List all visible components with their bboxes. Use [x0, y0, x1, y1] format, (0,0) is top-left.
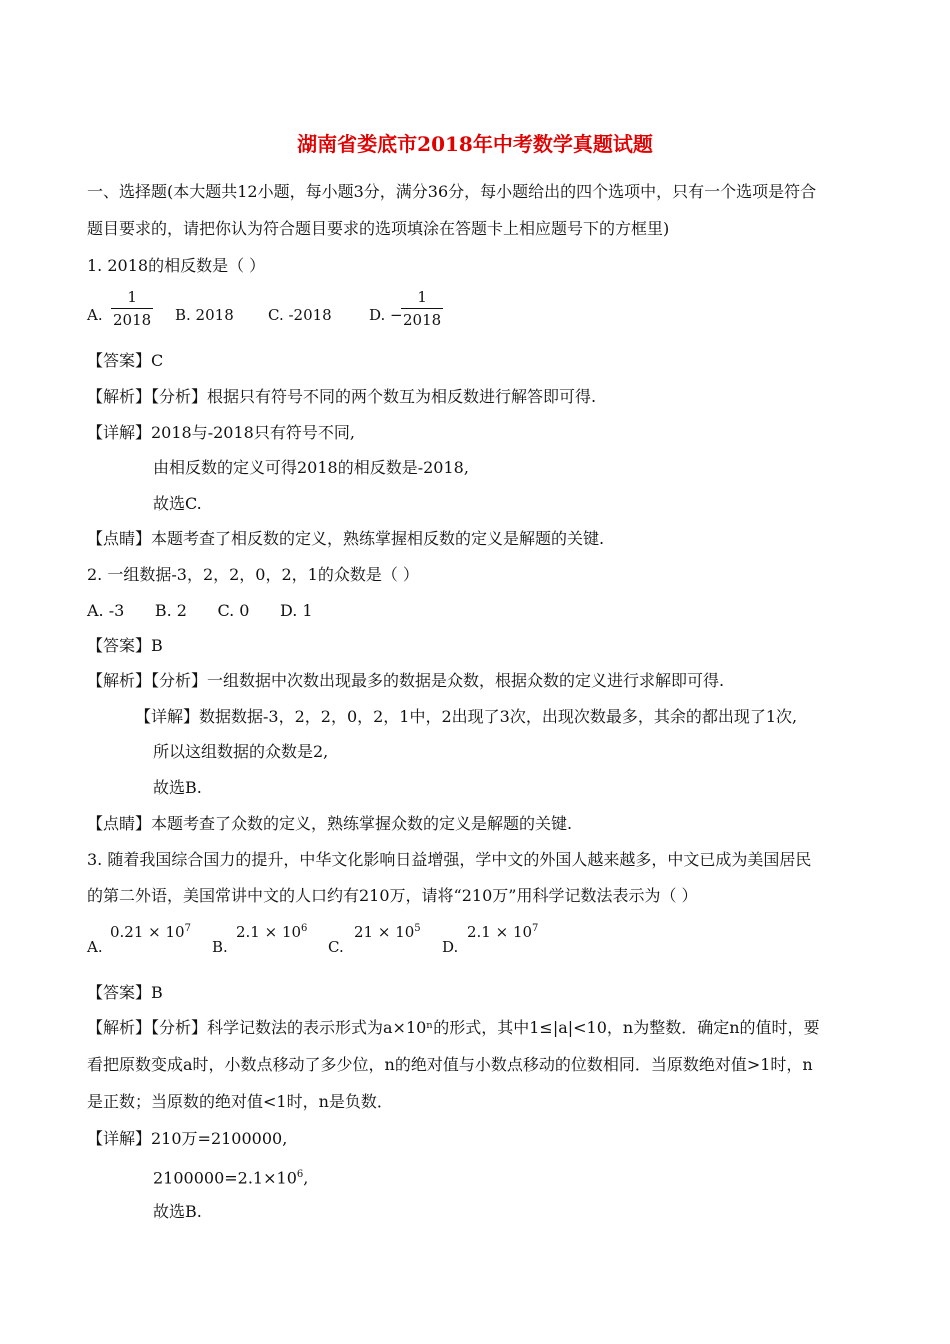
q1-option-b: B. 2018 — [175, 306, 234, 324]
q3-detail-2-tail: , — [303, 1168, 309, 1188]
q1-detail-1: 【详解】2018与-2018只有符号不同, — [87, 423, 355, 442]
q1-option-d-numerator: 1 — [417, 288, 427, 306]
q1-stem: 1. 2018的相反数是（ ） — [87, 256, 266, 275]
q3-detail-2-exponent: 6 — [296, 1169, 304, 1180]
q2-answer: 【答案】B — [87, 636, 163, 655]
q3-option-c-exponent: 5 — [414, 923, 421, 934]
q3-option-d-base: 2.1 × 10 — [467, 923, 533, 941]
q3-option-a-exponent: 7 — [184, 923, 191, 934]
q3-detail-1: 【详解】210万=2100000, — [87, 1129, 288, 1148]
q1-option-c: C. -2018 — [268, 306, 332, 324]
q1-comment: 【点睛】本题考查了相反数的定义，熟练掌握相反数的定义是解题的关键. — [87, 529, 605, 548]
q2-stem: 2. 一组数据-3，2，2，0，2，1的众数是（ ） — [87, 565, 419, 584]
q3-option-d-label: D. — [442, 938, 459, 956]
q3-option-d-exponent: 7 — [532, 923, 539, 934]
q3-option-c-label: C. — [328, 938, 344, 956]
q3-analysis-line3: 是正数；当原数的绝对值<1时，n是负数． — [87, 1092, 393, 1111]
q3-option-c-value — [354, 923, 421, 941]
q3-detail-2 — [153, 1165, 308, 1188]
q2-comment: 【点睛】本题考查了众数的定义，熟练掌握众数的定义是解题的关键. — [87, 814, 573, 833]
q3-option-d-value — [467, 923, 538, 941]
page-title: 湖南省娄底市2018年中考数学真题试题 — [297, 132, 653, 156]
q1-option-d-denominator: 2018 — [401, 308, 443, 329]
q3-analysis-line2: 看把原数变成a时，小数点移动了多少位，n的绝对值与小数点移动的位数相同．当原数绝对值>1时，n — [87, 1055, 813, 1074]
q3-option-a-label: A. — [87, 938, 103, 956]
q3-detail-2-base: 2100000=2.1×10 — [153, 1168, 297, 1188]
q3-option-b-base: 2.1 × 10 — [236, 923, 302, 941]
q1-option-a-numerator: 1 — [127, 288, 137, 306]
q1-analysis: 【解析】【分析】根据只有符号不同的两个数互为相反数进行解答即可得. — [87, 387, 597, 406]
q3-option-c-base: 21 × 10 — [354, 923, 415, 941]
q3-analysis-line1: 【解析】【分析】科学记数法的表示形式为a×10ⁿ的形式，其中1≤|a|<10，n为整数．确定n的值时，要 — [87, 1018, 820, 1037]
q1-option-a-fraction — [107, 288, 157, 329]
q2-detail-1: 【详解】数据数据-3，2，2，0，2，1中，2出现了3次，出现次数最多，其余的都出现了1次, — [135, 707, 798, 726]
q1-answer: 【答案】C — [87, 351, 164, 370]
q3-detail-3: 故选B. — [153, 1202, 202, 1221]
q3-option-a-base: 0.21 × 10 — [110, 923, 185, 941]
section-intro-line2: 题目要求的，请把你认为符合题目要求的选项填涂在答题卡上相应题号下的方框里) — [87, 219, 670, 238]
q3-option-b-label: B. — [212, 938, 228, 956]
q2-options: A. -3 B. 2 C. 0 D. 1 — [87, 601, 313, 620]
q2-detail-2: 所以这组数据的众数是2, — [153, 742, 329, 761]
q3-option-b-exponent: 6 — [301, 923, 308, 934]
q1-detail-3: 故选C. — [153, 494, 202, 513]
q2-detail-3: 故选B. — [153, 778, 202, 797]
q1-detail-2: 由相反数的定义可得2018的相反数是-2018, — [153, 458, 469, 477]
q3-answer: 【答案】B — [87, 983, 163, 1002]
q1-option-a-denominator: 2018 — [111, 308, 153, 329]
q3-stem-line1: 3. 随着我国综合国力的提升，中华文化影响日益增强，学中文的外国人越来越多，中文已成为美国居民 — [87, 850, 812, 869]
q3-stem-line2: 的第二外语，美国常讲中文的人口约有210万，请将“210万”用科学记数法表示为（ ） — [87, 886, 698, 905]
q1-option-a-label: A. — [87, 306, 103, 324]
q1-option-d-label: D. − — [369, 306, 403, 324]
q3-option-a-value — [110, 923, 191, 941]
q2-analysis: 【解析】【分析】一组数据中次数出现最多的数据是众数，根据众数的定义进行求解即可得. — [87, 671, 725, 690]
q3-option-b-value — [236, 923, 307, 941]
section-intro-line1: 一、选择题(本大题共12小题，每小题3分，满分36分，每小题给出的四个选项中，只有一个选项是符合 — [87, 182, 817, 201]
q1-option-d-fraction — [397, 288, 447, 329]
